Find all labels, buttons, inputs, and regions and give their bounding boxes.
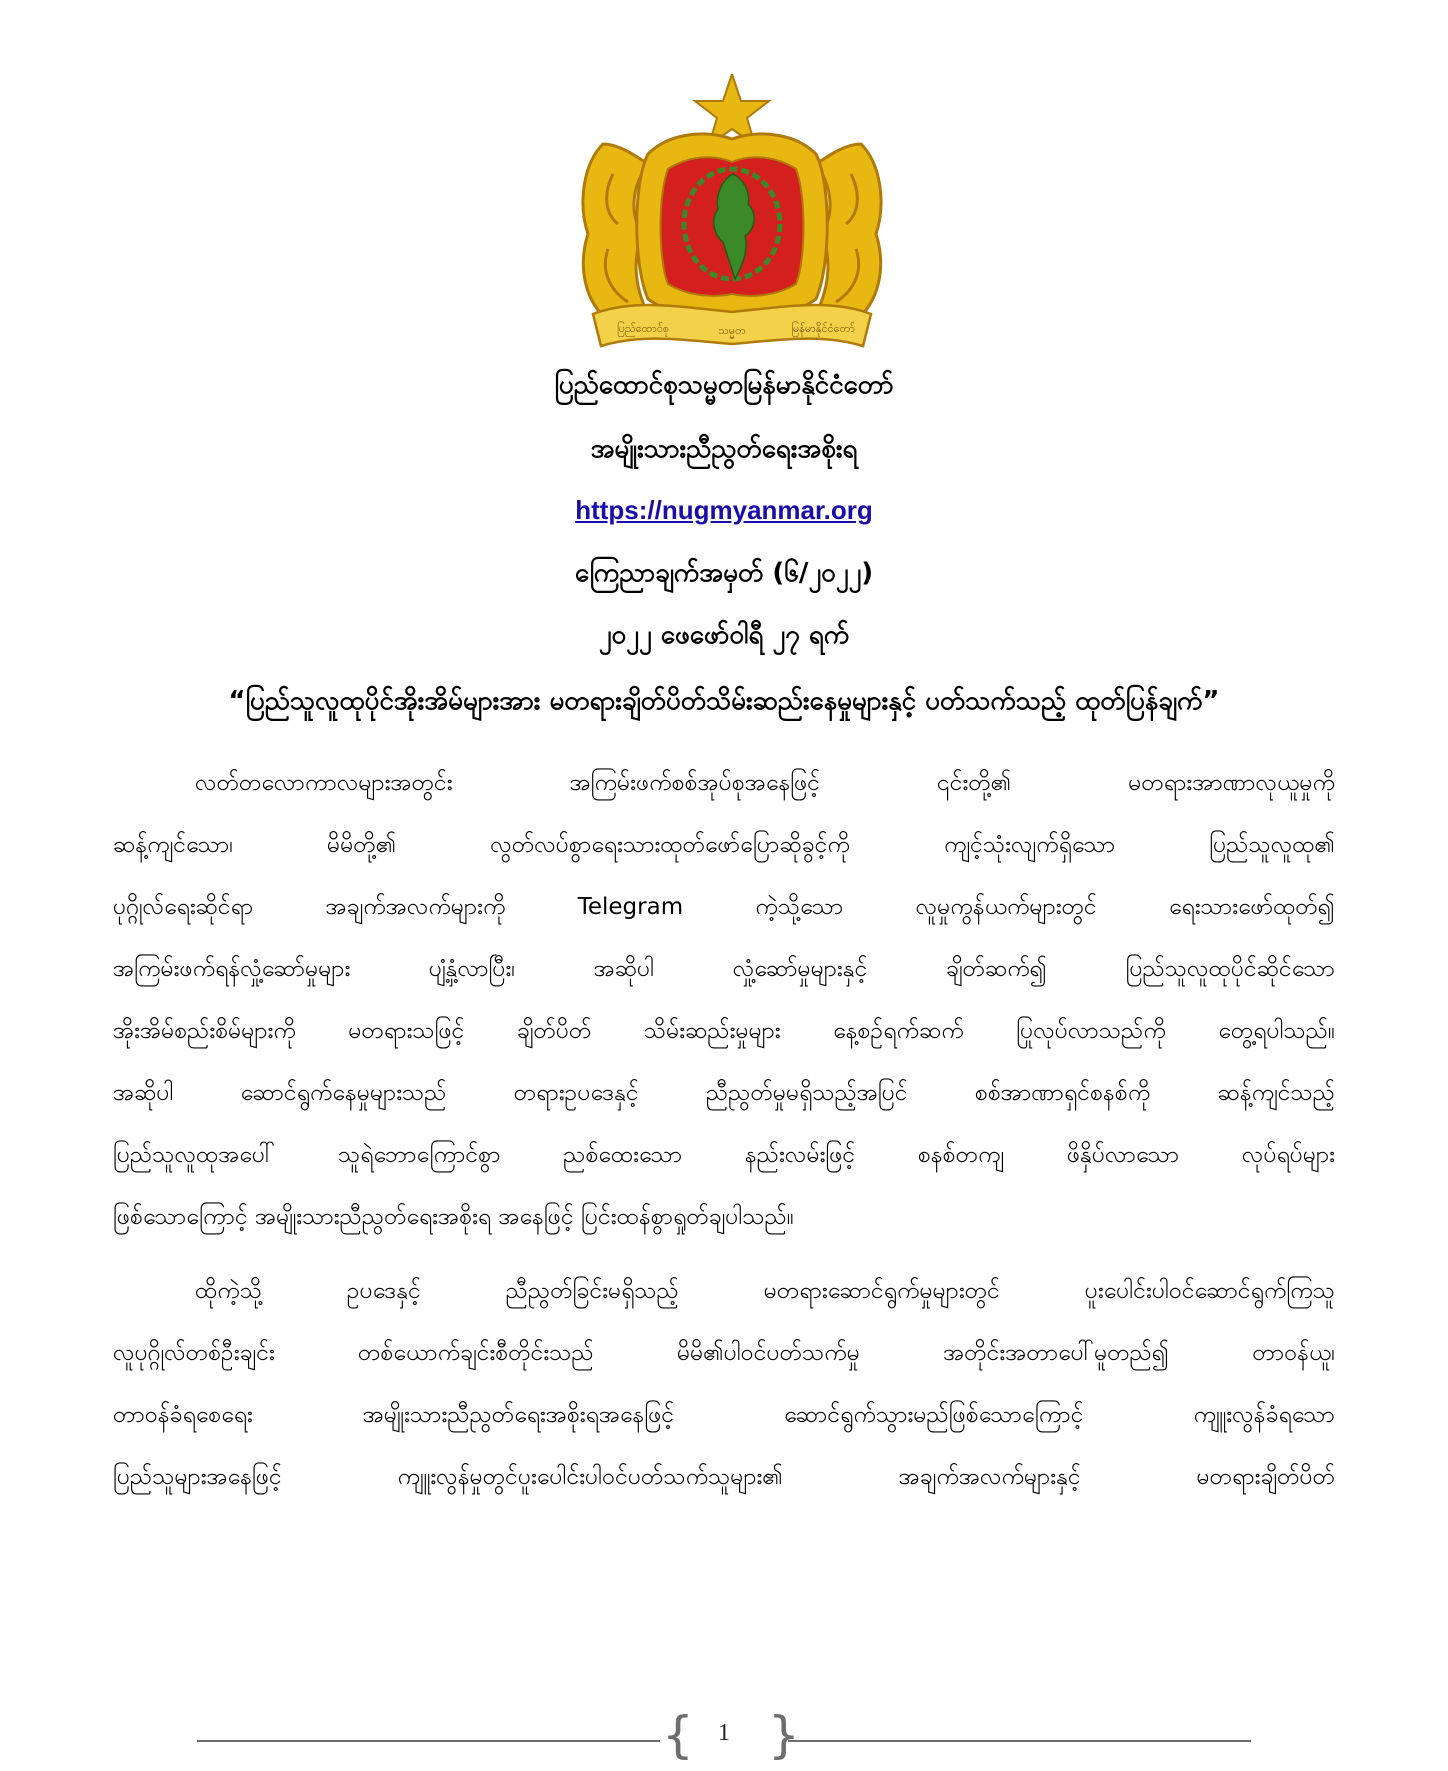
paragraph-1-line: ဆန့်ကျင်သော၊ မိမိတို့၏ လွတ်လပ်စွာရေးသားထုတ်ဖော်ပြောဆိုခွင့်ကို ကျင့်သုံးလျက်ရှိသော ပြည်သူလူထု၏	[113, 832, 1335, 858]
announcement-date: ၂၀၂၂ ဖေဖော်ဝါရီ ၂၇ ရက်	[598, 620, 850, 650]
ribbon-center-text: သမ္မတ	[718, 324, 746, 337]
paragraph-2-line: ပြည်သူများအနေဖြင့် ကျူးလွန်မှုတွင်ပူးပေါင်းပါဝင်ပတ်သက်သူများ၏ အချက်အလက်များနှင့် မတရားချိတ်ပိတ်	[113, 1464, 1335, 1490]
paragraph-1-line: အကြမ်းဖက်ရန်လှုံ့ဆော်မှုများ ပျံ့နှံ့လာပြီး၊ အဆိုပါ လှုံ့ဆော်မှုများနှင့် ချိတ်ဆက်၍ ပြည်သူလူထုပိုင်ဆိုင်သော	[113, 956, 1335, 982]
paragraph-1-line: ပြည်သူလူထုအပေါ် သူရဲဘောကြောင်စွာ ညစ်ထေးသော နည်းလမ်းဖြင့် စနစ်တကျ ဖိနှိပ်လာသော လုပ်ရပ်များ	[113, 1142, 1335, 1168]
paragraph-1-line: ဖြစ်သောကြောင့် အမျိုးသားညီညွတ်ရေးအစိုးရ အနေဖြင့် ပြင်းထန်စွာရှုတ်ချပါသည်။	[113, 1204, 794, 1230]
right-brace-icon: }	[768, 1706, 800, 1764]
paragraph-1-line: လတ်တလောကာလများအတွင်း အကြမ်းဖက်စစ်အုပ်စုအနေဖြင့် ၎င်းတို့၏ မတရားအာဏာလုယူမှုကို	[195, 770, 1335, 796]
paragraph-2-line: တာဝန်ခံရစေရေး အမျိုးသားညီညွတ်ရေးအစိုးရအနေဖြင့် ဆောင်ရွက်သွားမည်ဖြစ်သောကြောင့် ကျူးလွန်ခံရသော	[113, 1402, 1335, 1428]
government-name: အမျိုးသားညီညွတ်ရေးအစိုးရ	[590, 434, 858, 464]
state-name: ပြည်ထောင်စုသမ္မတမြန်မာနိုင်ငံတော်	[554, 370, 894, 400]
paragraph-2	[113, 1260, 1335, 1508]
paragraph-2-line: ထိုကဲ့သို့ ဥပဒေနှင့် ညီညွတ်ခြင်းမရှိသည့် မတရားဆောင်ရွက်မှုများတွင် ပူးပေါင်းပါဝင်ဆောင်ရွက်ကြသူ	[195, 1278, 1335, 1304]
ribbon-left-text: ပြည်ထောင်စု	[616, 322, 670, 335]
paragraph-1-line: အဆိုပါ ဆောင်ရွက်နေမှုများသည် တရားဥပဒေနှင့် ညီညွတ်မှုမရှိသည့်အပြင် စစ်အာဏာရှင်စနစ်ကို ဆန့်ကျင်သည့်	[113, 1080, 1335, 1106]
paragraph-2-line: လူပုဂ္ဂိုလ်တစ်ဦးချင်း တစ်ယောက်ချင်းစီတိုင်းသည် မိမိ၏ပါဝင်ပတ်သက်မှု အတိုင်းအတာပေါ်မူတည်၍ တာဝန်ယူ၊	[113, 1340, 1335, 1366]
paragraph-1-line: အိုးအိမ်စည်းစိမ်များကို မတရားသဖြင့် ချိတ်ပိတ် သိမ်းဆည်းမှုများ နေ့စဉ်ရက်ဆက် ပြုလုပ်လာသည်ကို တွေ့ရပါသည်။	[113, 1018, 1335, 1044]
ribbon-right-text: မြန်မာနိုင်ငံတော်	[791, 322, 855, 335]
page-number: 1	[718, 1720, 730, 1746]
state-emblem	[573, 74, 891, 364]
announcement-number: ကြေညာချက်အမှတ် (၆/၂၀၂၂)	[574, 558, 874, 588]
announcement-title: “ပြည်သူလူထုပိုင်အိုးအိမ်များအား မတရားချိတ်ပိတ်သိမ်းဆည်းနေမှုများနှင့် ပတ်သက်သည့် ထုတ်ပြန်ချက်”	[228, 686, 1220, 716]
paragraph-1	[113, 752, 1335, 1248]
paragraph-1-line: ပုဂ္ဂိုလ်ရေးဆိုင်ရာ အချက်အလက်များကို Telegram ကဲ့သို့သော လူမှုကွန်ယက်များတွင် ရေးသားဖော်ထုတ်၍	[113, 894, 1335, 920]
left-brace-icon: {	[662, 1706, 694, 1764]
website-link[interactable]: https://nugmyanmar.org	[575, 495, 873, 525]
